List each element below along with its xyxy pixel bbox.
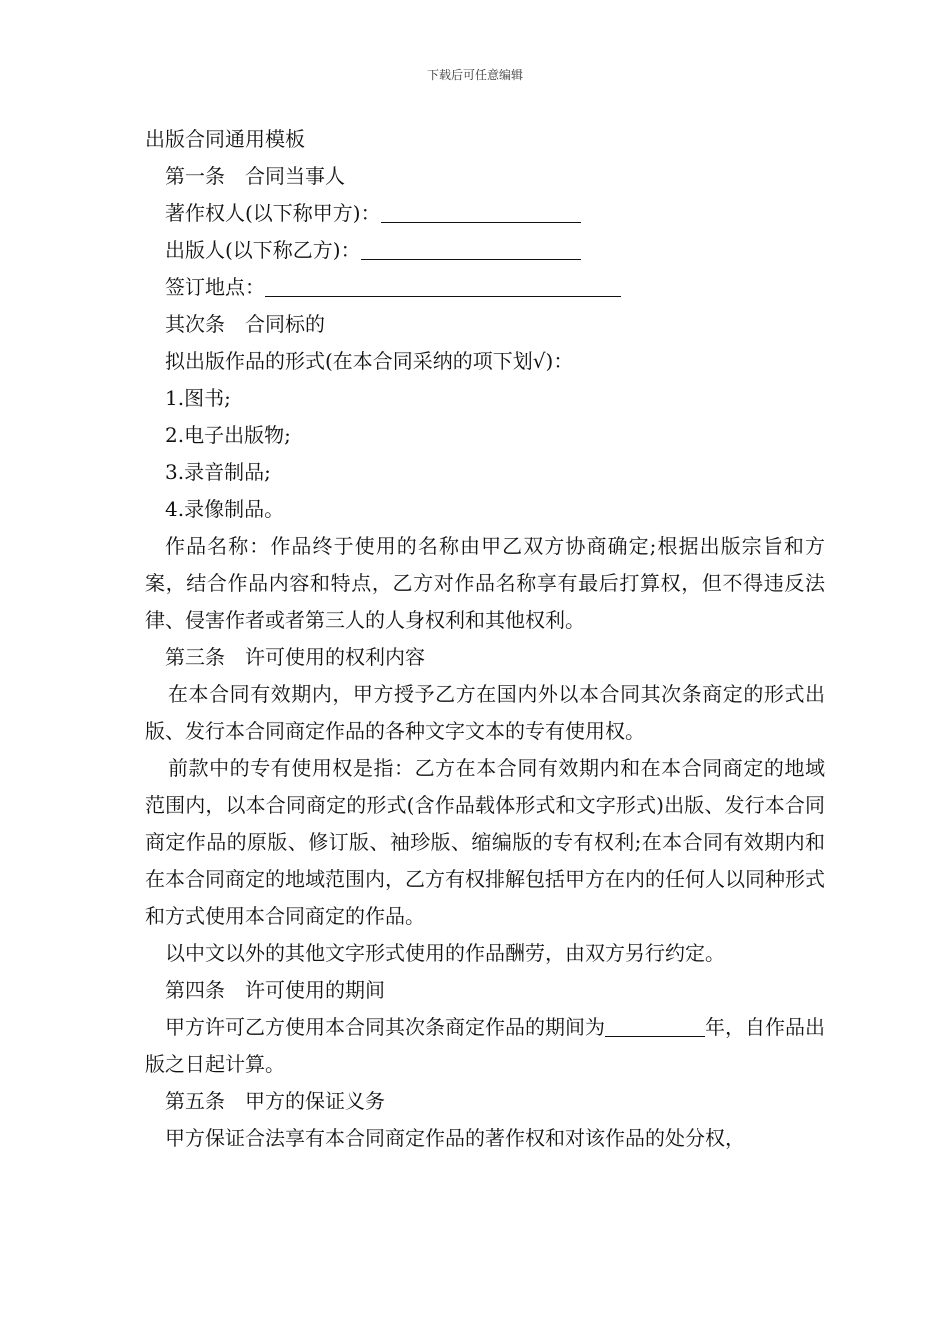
forms-intro: 拟出版作品的形式(在本合同采纳的项下划√)：	[165, 349, 574, 373]
party-b-blank[interactable]	[361, 241, 581, 260]
signing-place-label: 签订地点：	[165, 275, 265, 299]
party-b-line	[145, 232, 825, 269]
party-b-label: 出版人(以下称乙方)：	[165, 238, 361, 262]
article-3-paragraph-2: 前款中的专有使用权是指：乙方在本合同有效期内和在本合同商定的地域范围内，以本合同商定的形式(含作品载体形式和文字形式)出版、发行本合同商定作品的原版、修订版、袖珍版、缩编版的专有权利;在本合同有效期内和在本合同商定的地域范围内，乙方有权排解包括甲方在内的任何人以同种形式和方式使用本合同商定的作品。	[145, 756, 825, 928]
party-a-blank[interactable]	[381, 204, 581, 223]
article-3-paragraph-1: 在本合同有效期内，甲方授予乙方在国内外以本合同其次条商定的形式出版、发行本合同商定作品的各种文字文本的专有使用权。	[145, 682, 825, 743]
article-3-paragraph-3: 以中文以外的其他文字形式使用的作品酬劳，由双方另行约定。	[165, 941, 725, 965]
article-4-paragraph-1	[145, 1009, 825, 1083]
term-years-blank[interactable]	[605, 1018, 705, 1037]
article-1-heading: 第一条 合同当事人	[165, 164, 345, 188]
party-a-line	[145, 195, 825, 232]
article-5-paragraph-1: 甲方保证合法享有本合同商定作品的著作权和对该作品的处分权，	[165, 1126, 745, 1150]
term-text-after: 年，自作品出版之日起计算。	[145, 1015, 825, 1076]
work-name-clause: 作品名称：作品终于使用的名称由甲乙双方协商确定;根据出版宗旨和方案，结合作品内容和特点，乙方对作品名称享有最后打算权，但不得违反法律、侵害作者或者第三人的人身权利和其他权利。	[145, 534, 825, 632]
form-item: 3.录音制品;	[165, 460, 271, 484]
signing-place-blank[interactable]	[265, 278, 621, 297]
article-4-heading: 第四条 许可使用的期间	[165, 978, 385, 1002]
party-a-label: 著作权人(以下称甲方)：	[165, 201, 381, 225]
signing-place-line	[145, 269, 825, 306]
article-2-heading: 其次条 合同标的	[165, 312, 325, 336]
term-text-before: 甲方许可乙方使用本合同其次条商定作品的期间为	[165, 1015, 605, 1039]
document-body	[145, 121, 825, 1157]
form-item: 2.电子出版物;	[165, 423, 291, 447]
article-5-heading: 第五条 甲方的保证义务	[165, 1089, 385, 1113]
document-title: 出版合同通用模板	[145, 127, 305, 151]
form-item: 4.录像制品。	[165, 497, 285, 521]
article-3-heading: 第三条 许可使用的权利内容	[165, 645, 425, 669]
form-item: 1.图书;	[165, 386, 231, 410]
page-header: 下载后可任意编辑	[426, 68, 523, 82]
